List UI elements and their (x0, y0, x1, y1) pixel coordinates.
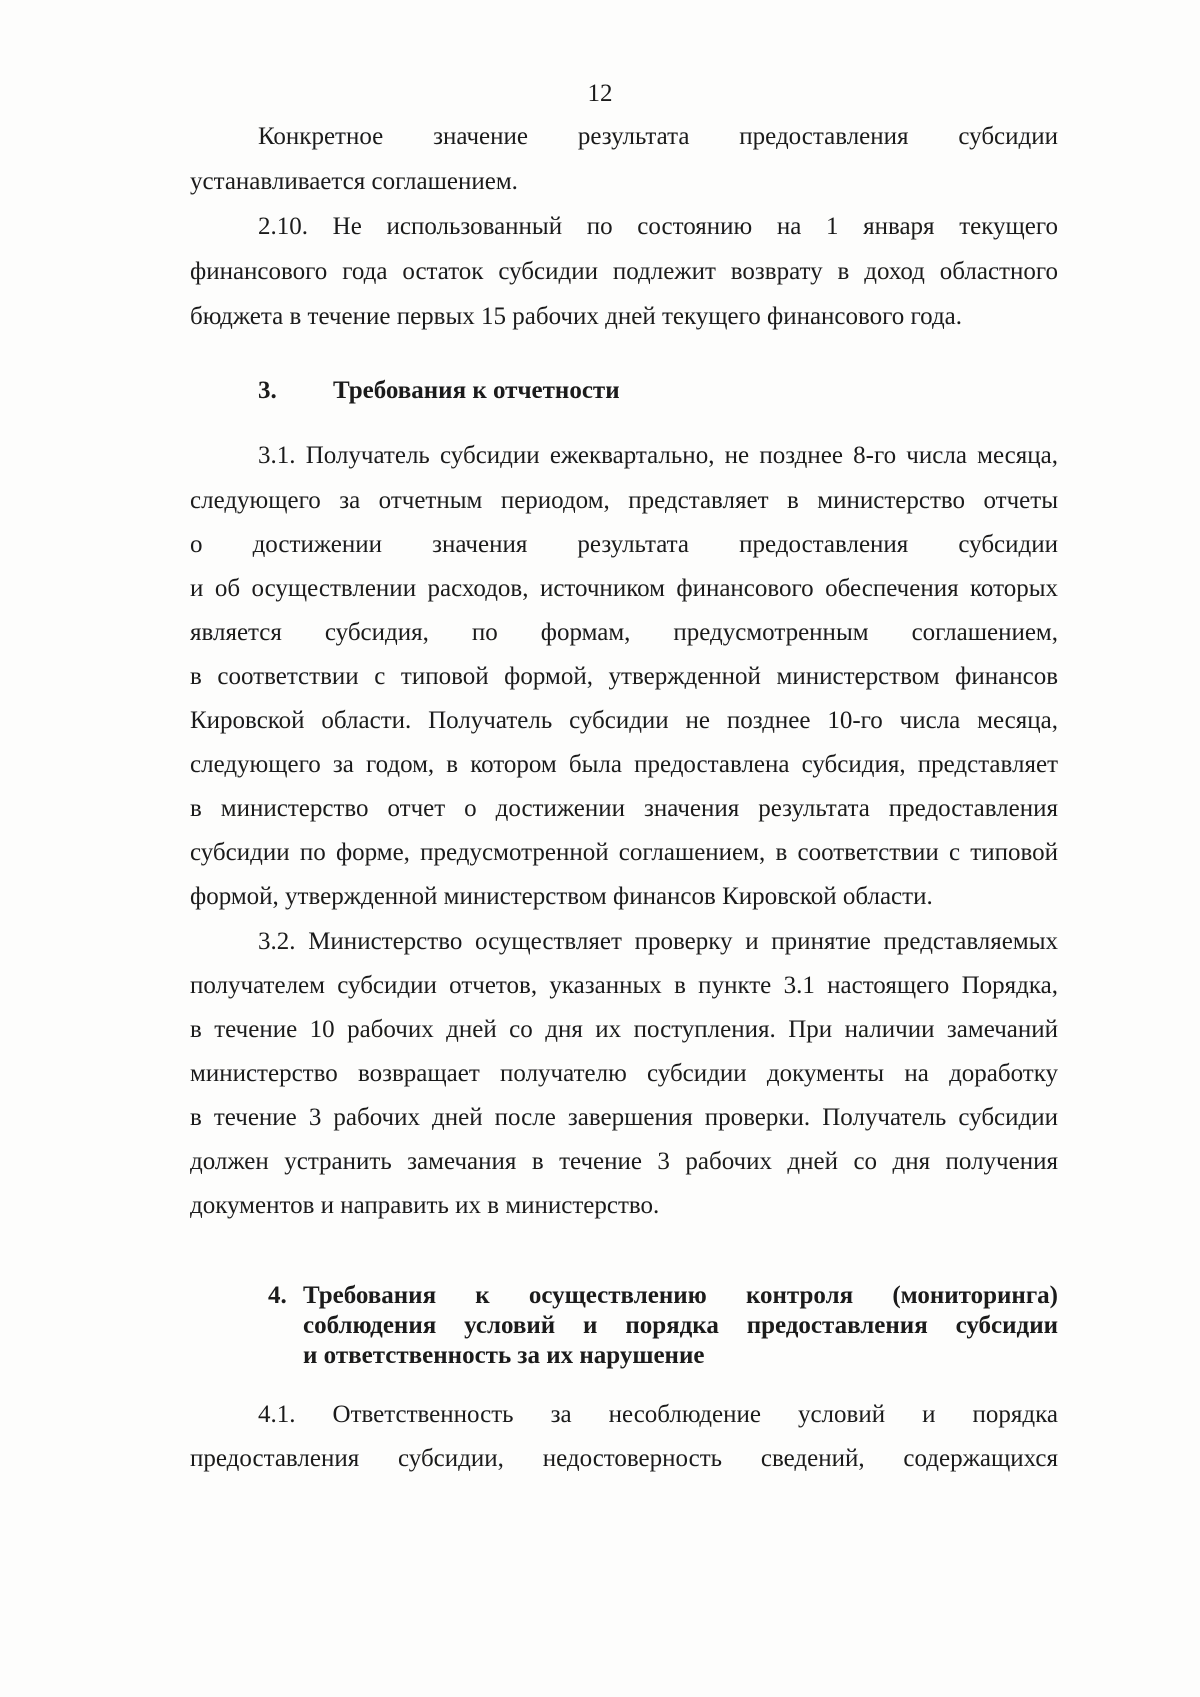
paragraph-line: бюджета в течение первых 15 рабочих дней текущего финансового года. (190, 303, 963, 330)
paragraph-line: субсидии по форме, предусмотренной соглашением, в соответствии с типовой (190, 839, 1058, 866)
paragraph-line: должен устранить замечания в течение 3 рабочих дней со дня получения (190, 1148, 1058, 1175)
paragraph-line: формой, утвержденной министерством финансов Кировской области. (190, 883, 933, 910)
section-3-title: Требования к отчетности (333, 377, 620, 404)
paragraph-line: следующего за отчетным периодом, представляет в министерство отчеты (190, 487, 1058, 514)
paragraph-line: Конкретное значение результата предоставления субсидии (258, 123, 1058, 150)
section-4-title-line: соблюдения условий и порядка предоставления субсидии (303, 1312, 1058, 1339)
paragraph-line: Кировской области. Получатель субсидии не позднее 10-го числа месяца, (190, 707, 1058, 734)
paragraph-line: министерство возвращает получателю субсидии документы на доработку (190, 1060, 1058, 1087)
paragraph-line: 4.1. Ответственность за несоблюдение условий и порядка (258, 1401, 1058, 1428)
paragraph-line: получателем субсидии отчетов, указанных в пункте 3.1 настоящего Порядка, (190, 972, 1058, 999)
paragraph-line: документов и направить их в министерство. (190, 1192, 660, 1219)
paragraph-line: является субсидия, по формам, предусмотренным соглашением, (190, 619, 1058, 646)
paragraph-line: в течение 10 рабочих дней со дня их поступления. При наличии замечаний (190, 1016, 1058, 1043)
paragraph-line: следующего за годом, в котором была предоставлена субсидия, представляет (190, 751, 1058, 778)
paragraph-line: финансового года остаток субсидии подлежит возврату в доход областного (190, 258, 1058, 285)
paragraph-line: 3.2. Министерство осуществляет проверку и принятие представляемых (258, 928, 1058, 955)
page-number: 12 (587, 80, 613, 107)
paragraph-line: в соответствии с типовой формой, утвержденной министерством финансов (190, 663, 1058, 690)
paragraph-line: 2.10. Не использованный по состоянию на 1 января текущего (258, 213, 1058, 240)
section-3-number: 3. (258, 377, 277, 404)
paragraph-line: в течение 3 рабочих дней после завершения проверки. Получатель субсидии (190, 1104, 1058, 1131)
paragraph-line: предоставления субсидии, недостоверность сведений, содержащихся (190, 1445, 1058, 1472)
paragraph-line: устанавливается соглашением. (190, 168, 518, 195)
section-4-title-line: Требования к осуществлению контроля (мониторинга) (303, 1282, 1058, 1309)
paragraph-line: и об осуществлении расходов, источником финансового обеспечения которых (190, 575, 1058, 602)
paragraph-line: в министерство отчет о достижении значения результата предоставления (190, 795, 1058, 822)
section-4-title-line: и ответственность за их нарушение (303, 1342, 705, 1369)
section-4-number: 4. (268, 1282, 287, 1309)
paragraph-line: о достижении значения результата предоставления субсидии (190, 531, 1058, 558)
paragraph-line: 3.1. Получатель субсидии ежеквартально, не позднее 8-го числа месяца, (258, 442, 1058, 469)
